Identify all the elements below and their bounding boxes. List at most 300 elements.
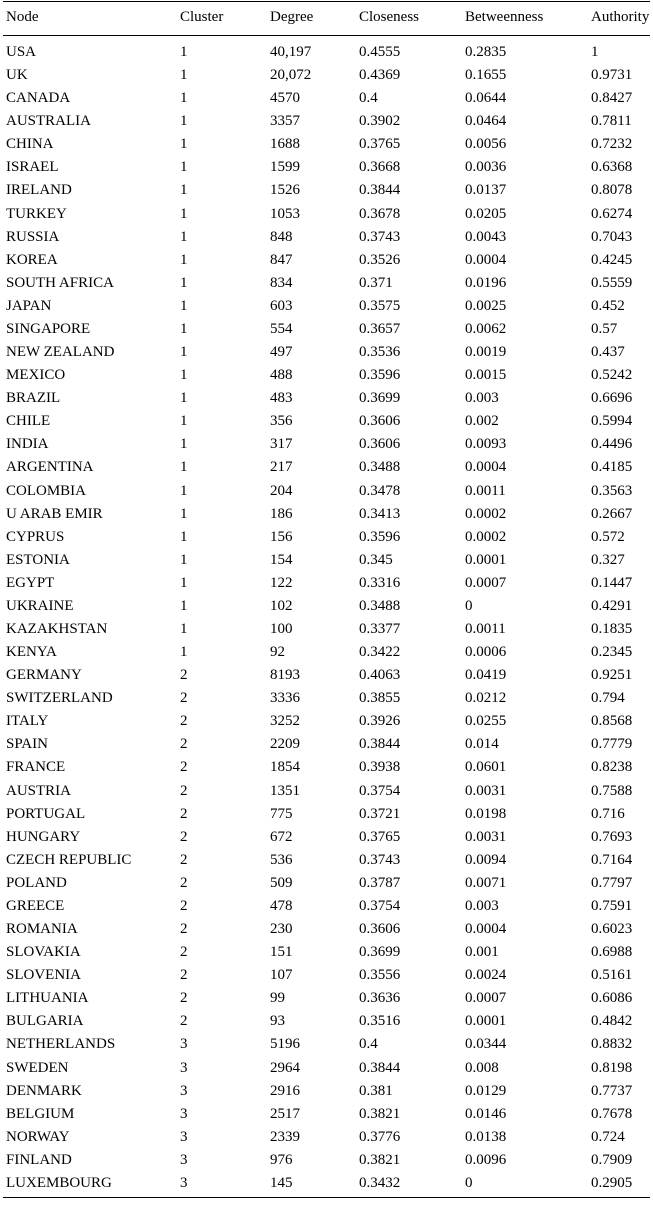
column-header-authority: Authority — [591, 9, 650, 25]
cell-betweenness: 0 — [465, 598, 473, 614]
cell-betweenness: 0.0212 — [465, 690, 507, 706]
cell-degree: 107 — [270, 967, 293, 983]
table-row — [0, 133, 653, 156]
cell-authority: 0.6274 — [591, 206, 633, 222]
cell-closeness: 0.3377 — [359, 621, 401, 637]
table-row — [0, 64, 653, 87]
cell-authority: 0.7043 — [591, 229, 633, 245]
cell-closeness: 0.345 — [359, 552, 393, 568]
cell-degree: 497 — [270, 344, 293, 360]
cell-node: ITALY — [6, 713, 49, 729]
cell-betweenness: 0.0007 — [465, 990, 507, 1006]
cell-closeness: 0.3488 — [359, 598, 401, 614]
cell-betweenness: 0.0002 — [465, 529, 507, 545]
cell-closeness: 0.3422 — [359, 644, 401, 660]
cell-authority: 0.6086 — [591, 990, 633, 1006]
cell-betweenness: 0.0007 — [465, 575, 507, 591]
cell-closeness: 0.3821 — [359, 1152, 401, 1168]
cell-authority: 0.7164 — [591, 852, 633, 868]
cell-authority: 0.4291 — [591, 598, 633, 614]
cell-cluster: 2 — [180, 667, 188, 683]
cell-betweenness: 0.003 — [465, 390, 499, 406]
column-header-node: Node — [6, 9, 39, 25]
cell-betweenness: 0.0205 — [465, 206, 507, 222]
cell-node: SWITZERLAND — [6, 690, 113, 706]
cell-closeness: 0.3902 — [359, 113, 401, 129]
cell-node: ISRAEL — [6, 159, 59, 175]
cell-betweenness: 0.0419 — [465, 667, 507, 683]
cell-authority: 0.452 — [591, 298, 625, 314]
cell-authority: 0.794 — [591, 690, 625, 706]
cell-node: USA — [6, 44, 37, 60]
cell-cluster: 2 — [180, 875, 188, 891]
cell-cluster: 1 — [180, 344, 188, 360]
cell-degree: 230 — [270, 921, 293, 937]
cell-closeness: 0.3765 — [359, 829, 401, 845]
table-row — [0, 664, 653, 687]
cell-cluster: 1 — [180, 252, 188, 268]
cell-node: HUNGARY — [6, 829, 81, 845]
cell-betweenness: 0.0137 — [465, 182, 507, 198]
cell-node: DENMARK — [6, 1083, 82, 1099]
cell-node: ARGENTINA — [6, 459, 94, 475]
cell-degree: 145 — [270, 1175, 293, 1191]
cell-node: LUXEMBOURG — [6, 1175, 112, 1191]
cell-degree: 92 — [270, 644, 285, 660]
cell-closeness: 0.3668 — [359, 159, 401, 175]
cell-authority: 0.4496 — [591, 436, 633, 452]
table-header-rule — [3, 35, 650, 36]
cell-authority: 0.4245 — [591, 252, 633, 268]
cell-closeness: 0.3657 — [359, 321, 401, 337]
cell-cluster: 1 — [180, 459, 188, 475]
table-row — [0, 849, 653, 872]
cell-betweenness: 0.0004 — [465, 459, 507, 475]
cell-cluster: 1 — [180, 483, 188, 499]
cell-cluster: 1 — [180, 206, 188, 222]
cell-node: KOREA — [6, 252, 58, 268]
cell-degree: 848 — [270, 229, 293, 245]
cell-degree: 536 — [270, 852, 293, 868]
cell-authority: 0.6023 — [591, 921, 633, 937]
cell-betweenness: 0.0056 — [465, 136, 507, 152]
cell-cluster: 1 — [180, 506, 188, 522]
cell-degree: 1053 — [270, 206, 300, 222]
table-row — [0, 572, 653, 595]
cell-authority: 0.327 — [591, 552, 625, 568]
cell-closeness: 0.4555 — [359, 44, 401, 60]
cell-authority: 0.5242 — [591, 367, 633, 383]
cell-authority: 0.2905 — [591, 1175, 633, 1191]
cell-betweenness: 0.0129 — [465, 1083, 507, 1099]
cell-cluster: 3 — [180, 1060, 188, 1076]
cell-betweenness: 0.0255 — [465, 713, 507, 729]
cell-node: BULGARIA — [6, 1013, 84, 1029]
cell-cluster: 1 — [180, 298, 188, 314]
cell-authority: 0.6368 — [591, 159, 633, 175]
cell-authority: 0.5559 — [591, 275, 633, 291]
cell-closeness: 0.3678 — [359, 206, 401, 222]
cell-betweenness: 0.0025 — [465, 298, 507, 314]
cell-cluster: 2 — [180, 736, 188, 752]
cell-betweenness: 0.0094 — [465, 852, 507, 868]
cell-degree: 1854 — [270, 759, 300, 775]
cell-betweenness: 0.0146 — [465, 1106, 507, 1122]
cell-authority: 0.9251 — [591, 667, 633, 683]
cell-cluster: 1 — [180, 113, 188, 129]
cell-authority: 0.1835 — [591, 621, 633, 637]
cell-node: TURKEY — [6, 206, 67, 222]
cell-closeness: 0.3754 — [359, 898, 401, 914]
table-row — [0, 203, 653, 226]
table-row — [0, 364, 653, 387]
cell-degree: 93 — [270, 1013, 285, 1029]
cell-cluster: 3 — [180, 1083, 188, 1099]
cell-betweenness: 0.002 — [465, 413, 499, 429]
column-header-cluster: Cluster — [180, 9, 224, 25]
cell-cluster: 1 — [180, 182, 188, 198]
cell-closeness: 0.4369 — [359, 67, 401, 83]
cell-cluster: 1 — [180, 321, 188, 337]
cell-cluster: 3 — [180, 1106, 188, 1122]
cell-authority: 0.8238 — [591, 759, 633, 775]
cell-authority: 0.7737 — [591, 1083, 633, 1099]
cell-authority: 0.8198 — [591, 1060, 633, 1076]
cell-closeness: 0.381 — [359, 1083, 393, 1099]
cell-closeness: 0.3926 — [359, 713, 401, 729]
cell-closeness: 0.3754 — [359, 783, 401, 799]
table-row — [0, 433, 653, 456]
cell-degree: 122 — [270, 575, 293, 591]
table-row — [0, 1149, 653, 1172]
cell-degree: 4570 — [270, 90, 300, 106]
cell-authority: 0.8832 — [591, 1036, 633, 1052]
cell-closeness: 0.3776 — [359, 1129, 401, 1145]
cell-node: CHILE — [6, 413, 51, 429]
cell-node: POLAND — [6, 875, 67, 891]
table-row — [0, 687, 653, 710]
cell-betweenness: 0.0601 — [465, 759, 507, 775]
table-row — [0, 803, 653, 826]
table-header-row — [0, 6, 653, 29]
column-header-closeness: Closeness — [359, 9, 419, 25]
cell-betweenness: 0.0198 — [465, 806, 507, 822]
cell-authority: 0.7779 — [591, 736, 633, 752]
cell-node: RUSSIA — [6, 229, 60, 245]
cell-node: SOUTH AFRICA — [6, 275, 114, 291]
cell-closeness: 0.3699 — [359, 390, 401, 406]
cell-degree: 356 — [270, 413, 293, 429]
cell-authority: 0.7678 — [591, 1106, 633, 1122]
cell-cluster: 3 — [180, 1036, 188, 1052]
cell-node: IRELAND — [6, 182, 72, 198]
cell-node: NEW ZEALAND — [6, 344, 115, 360]
cell-cluster: 2 — [180, 944, 188, 960]
cell-node: SINGAPORE — [6, 321, 91, 337]
cell-degree: 99 — [270, 990, 285, 1006]
table-row — [0, 226, 653, 249]
cell-authority: 0.1447 — [591, 575, 633, 591]
cell-authority: 0.2345 — [591, 644, 633, 660]
cell-cluster: 1 — [180, 621, 188, 637]
cell-betweenness: 0.001 — [465, 944, 499, 960]
cell-betweenness: 0.0644 — [465, 90, 507, 106]
cell-closeness: 0.3556 — [359, 967, 401, 983]
cell-cluster: 1 — [180, 367, 188, 383]
cell-node: NETHERLANDS — [6, 1036, 116, 1052]
cell-degree: 102 — [270, 598, 293, 614]
table-row — [0, 480, 653, 503]
cell-authority: 1 — [591, 44, 599, 60]
cell-betweenness: 0.0031 — [465, 829, 507, 845]
cell-betweenness: 0.0062 — [465, 321, 507, 337]
cell-authority: 0.4185 — [591, 459, 633, 475]
cell-node: SLOVAKIA — [6, 944, 81, 960]
cell-betweenness: 0.0006 — [465, 644, 507, 660]
cell-betweenness: 0.0464 — [465, 113, 507, 129]
cell-cluster: 2 — [180, 967, 188, 983]
column-header-degree: Degree — [270, 9, 314, 25]
cell-authority: 0.7591 — [591, 898, 633, 914]
cell-authority: 0.6696 — [591, 390, 633, 406]
table-row — [0, 503, 653, 526]
cell-node: UK — [6, 67, 28, 83]
cell-betweenness: 0.0004 — [465, 921, 507, 937]
cell-authority: 0.7811 — [591, 113, 632, 129]
cell-node: FINLAND — [6, 1152, 72, 1168]
cell-closeness: 0.3432 — [359, 1175, 401, 1191]
cell-degree: 2916 — [270, 1083, 300, 1099]
table-row — [0, 410, 653, 433]
cell-authority: 0.4842 — [591, 1013, 633, 1029]
cell-node: AUSTRALIA — [6, 113, 91, 129]
cell-cluster: 2 — [180, 1013, 188, 1029]
cell-closeness: 0.3596 — [359, 367, 401, 383]
cell-cluster: 1 — [180, 413, 188, 429]
cell-degree: 2517 — [270, 1106, 300, 1122]
cell-degree: 1688 — [270, 136, 300, 152]
table-row — [0, 1033, 653, 1056]
cell-closeness: 0.3844 — [359, 182, 401, 198]
table-row — [0, 618, 653, 641]
table-row — [0, 295, 653, 318]
cell-node: COLOMBIA — [6, 483, 87, 499]
cell-closeness: 0.3821 — [359, 1106, 401, 1122]
cell-node: SLOVENIA — [6, 967, 81, 983]
cell-degree: 3357 — [270, 113, 300, 129]
cell-authority: 0.6988 — [591, 944, 633, 960]
cell-cluster: 2 — [180, 713, 188, 729]
table-top-rule — [3, 1, 650, 2]
cell-cluster: 2 — [180, 783, 188, 799]
cell-closeness: 0.3606 — [359, 413, 401, 429]
cell-node: BELGIUM — [6, 1106, 75, 1122]
cell-authority: 0.7588 — [591, 783, 633, 799]
cell-node: INDIA — [6, 436, 49, 452]
cell-degree: 976 — [270, 1152, 293, 1168]
cell-node: KAZAKHSTAN — [6, 621, 108, 637]
cell-betweenness: 0.0071 — [465, 875, 507, 891]
cell-betweenness: 0.0001 — [465, 1013, 507, 1029]
cell-node: NORWAY — [6, 1129, 70, 1145]
table-row — [0, 526, 653, 549]
table-row — [0, 318, 653, 341]
cell-cluster: 1 — [180, 229, 188, 245]
cell-cluster: 2 — [180, 990, 188, 1006]
cell-betweenness: 0.0001 — [465, 552, 507, 568]
table-row — [0, 733, 653, 756]
cell-degree: 554 — [270, 321, 293, 337]
cell-authority: 0.8568 — [591, 713, 633, 729]
table-row — [0, 595, 653, 618]
cell-closeness: 0.3596 — [359, 529, 401, 545]
cell-degree: 151 — [270, 944, 293, 960]
cell-closeness: 0.3787 — [359, 875, 401, 891]
cell-cluster: 2 — [180, 806, 188, 822]
cell-authority: 0.7693 — [591, 829, 633, 845]
cell-closeness: 0.3636 — [359, 990, 401, 1006]
cell-closeness: 0.3699 — [359, 944, 401, 960]
cell-cluster: 2 — [180, 829, 188, 845]
cell-node: FRANCE — [6, 759, 66, 775]
table-row — [0, 826, 653, 849]
cell-node: EGYPT — [6, 575, 55, 591]
cell-degree: 186 — [270, 506, 293, 522]
cell-cluster: 2 — [180, 898, 188, 914]
table-row — [0, 387, 653, 410]
cell-cluster: 2 — [180, 759, 188, 775]
cell-betweenness: 0.0031 — [465, 783, 507, 799]
cell-closeness: 0.3606 — [359, 436, 401, 452]
cell-degree: 483 — [270, 390, 293, 406]
table-row — [0, 341, 653, 364]
cell-cluster: 2 — [180, 690, 188, 706]
cell-cluster: 2 — [180, 852, 188, 868]
table-row — [0, 872, 653, 895]
cell-closeness: 0.4 — [359, 90, 378, 106]
cell-authority: 0.716 — [591, 806, 625, 822]
cell-cluster: 1 — [180, 159, 188, 175]
cell-betweenness: 0.2835 — [465, 44, 507, 60]
cell-closeness: 0.3844 — [359, 1060, 401, 1076]
cell-node: CZECH REPUBLIC — [6, 852, 132, 868]
cell-degree: 488 — [270, 367, 293, 383]
cell-node: CANADA — [6, 90, 71, 106]
cell-cluster: 1 — [180, 644, 188, 660]
cell-node: PORTUGAL — [6, 806, 86, 822]
cell-cluster: 1 — [180, 90, 188, 106]
table-row — [0, 1103, 653, 1126]
cell-betweenness: 0.0036 — [465, 159, 507, 175]
table-bottom-rule — [3, 1197, 650, 1198]
cell-degree: 509 — [270, 875, 293, 891]
cell-closeness: 0.3743 — [359, 229, 401, 245]
table-row — [0, 1126, 653, 1149]
cell-betweenness: 0.0024 — [465, 967, 507, 983]
table-row — [0, 110, 653, 133]
cell-cluster: 2 — [180, 921, 188, 937]
cell-degree: 8193 — [270, 667, 300, 683]
cell-betweenness: 0.008 — [465, 1060, 499, 1076]
cell-betweenness: 0 — [465, 1175, 473, 1191]
cell-degree: 3336 — [270, 690, 300, 706]
cell-betweenness: 0.0004 — [465, 252, 507, 268]
cell-degree: 40,197 — [270, 44, 312, 60]
table-row — [0, 456, 653, 479]
cell-degree: 2339 — [270, 1129, 300, 1145]
cell-betweenness: 0.0344 — [465, 1036, 507, 1052]
table-row — [0, 179, 653, 202]
cell-authority: 0.7797 — [591, 875, 633, 891]
cell-betweenness: 0.0138 — [465, 1129, 507, 1145]
table-row — [0, 1057, 653, 1080]
table-row — [0, 918, 653, 941]
cell-node: GERMANY — [6, 667, 82, 683]
cell-closeness: 0.3743 — [359, 852, 401, 868]
cell-degree: 217 — [270, 459, 293, 475]
cell-degree: 2209 — [270, 736, 300, 752]
cell-closeness: 0.3316 — [359, 575, 401, 591]
cell-closeness: 0.3478 — [359, 483, 401, 499]
cell-betweenness: 0.0196 — [465, 275, 507, 291]
cell-closeness: 0.3765 — [359, 136, 401, 152]
cell-cluster: 1 — [180, 275, 188, 291]
cell-node: UKRAINE — [6, 598, 74, 614]
cell-degree: 1526 — [270, 182, 300, 198]
cell-node: SWEDEN — [6, 1060, 69, 1076]
cell-node: SPAIN — [6, 736, 48, 752]
table-row — [0, 941, 653, 964]
cell-node: U ARAB EMIR — [6, 506, 103, 522]
table-row — [0, 1172, 653, 1195]
cell-degree: 603 — [270, 298, 293, 314]
cell-degree: 2964 — [270, 1060, 300, 1076]
cell-node: KENYA — [6, 644, 57, 660]
cell-degree: 1351 — [270, 783, 300, 799]
cell-authority: 0.9731 — [591, 67, 633, 83]
cell-closeness: 0.3526 — [359, 252, 401, 268]
cell-degree: 20,072 — [270, 67, 312, 83]
cell-cluster: 3 — [180, 1175, 188, 1191]
cell-node: CHINA — [6, 136, 54, 152]
table-row — [0, 1080, 653, 1103]
table-row — [0, 87, 653, 110]
cell-node: LITHUANIA — [6, 990, 89, 1006]
cell-closeness: 0.3855 — [359, 690, 401, 706]
cell-cluster: 1 — [180, 67, 188, 83]
table-row — [0, 987, 653, 1010]
cell-authority: 0.437 — [591, 344, 625, 360]
cell-degree: 3252 — [270, 713, 300, 729]
cell-authority: 0.7909 — [591, 1152, 633, 1168]
cell-cluster: 1 — [180, 598, 188, 614]
cell-degree: 775 — [270, 806, 293, 822]
cell-betweenness: 0.0043 — [465, 229, 507, 245]
cell-cluster: 3 — [180, 1152, 188, 1168]
cell-closeness: 0.3721 — [359, 806, 401, 822]
cell-authority: 0.3563 — [591, 483, 633, 499]
table-row — [0, 780, 653, 803]
cell-node: BRAZIL — [6, 390, 61, 406]
cell-authority: 0.8078 — [591, 182, 633, 198]
cell-closeness: 0.3575 — [359, 298, 401, 314]
cell-closeness: 0.3516 — [359, 1013, 401, 1029]
column-header-betweenness: Betweenness — [465, 9, 544, 25]
cell-betweenness: 0.0093 — [465, 436, 507, 452]
cell-node: AUSTRIA — [6, 783, 72, 799]
cell-node: GREECE — [6, 898, 65, 914]
cell-closeness: 0.4063 — [359, 667, 401, 683]
